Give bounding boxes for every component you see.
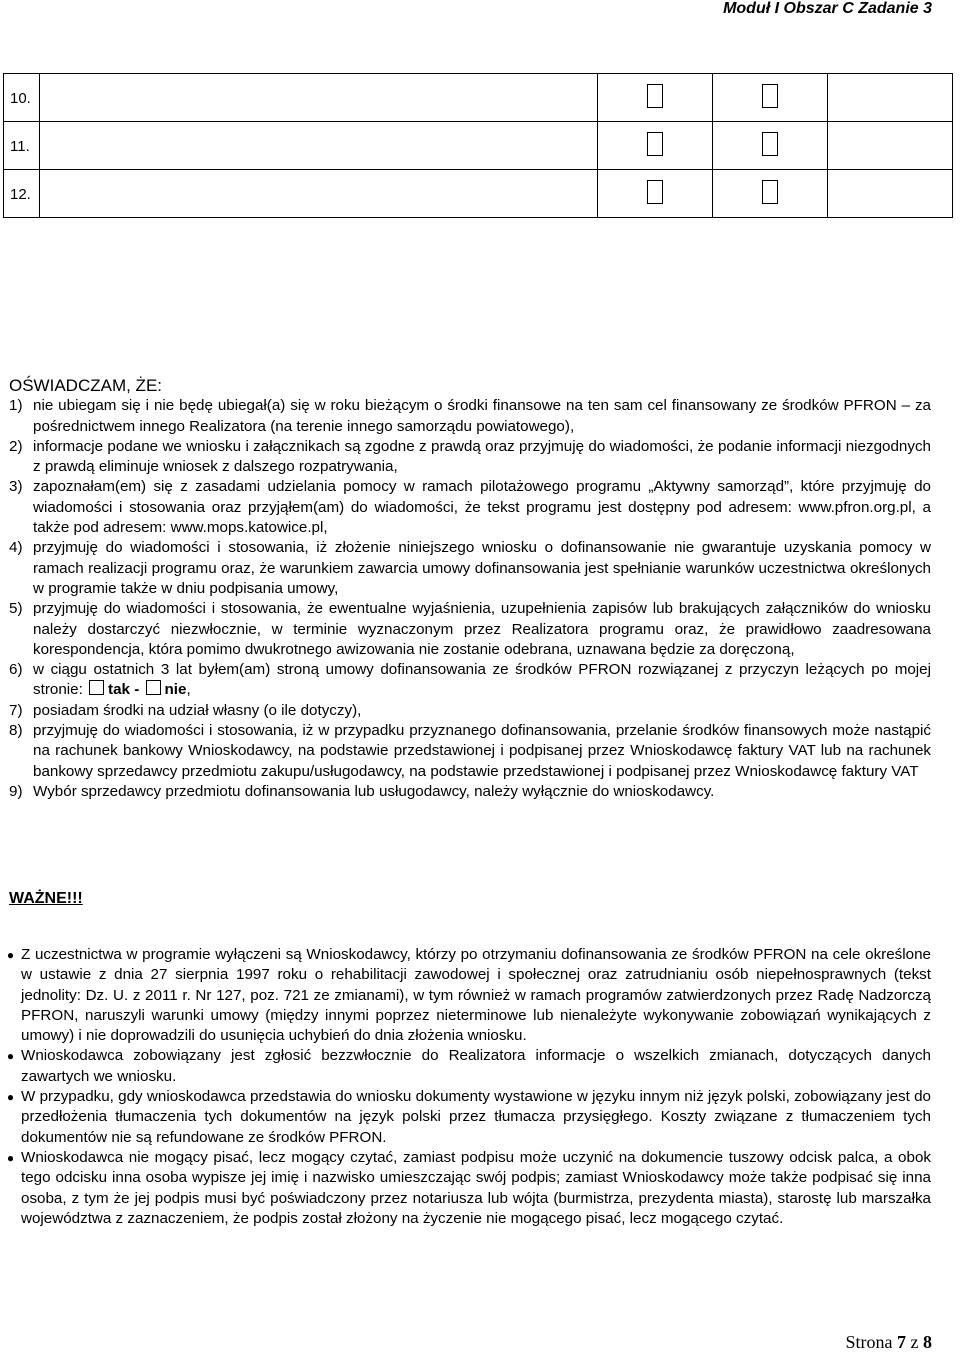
checkbox-cell bbox=[598, 74, 713, 122]
table-cell[interactable] bbox=[828, 122, 953, 170]
table-cell[interactable] bbox=[40, 74, 598, 122]
declaration-item: 4) przyjmuję do wiadomości i stosowania, iż złożenie niniejszego wniosku o dofinansowanie nie gwarantuje uzyskania pomocy w ramach realizacji programu oraz, że warunkiem zawarcia umowy dofinansowania jest spełnianie warunków uczestnictwa określonych w programie także w dniu podpisania umowy, bbox=[9, 538, 931, 599]
declaration-item: 9) Wybór sprzedawcy przedmiotu dofinansowania lub usługodawcy, należy wyłącznie do wnioskodawcy. bbox=[9, 782, 931, 802]
declaration-section bbox=[9, 376, 931, 802]
no-checkbox[interactable] bbox=[146, 680, 161, 695]
declaration-text: przyjmuję do wiadomości i stosowania, że ewentualne wyjaśnienia, uzupełnienia zapisów lub brakujących załączników do wniosku należy dostarczyć niezwłocznie, w terminie wyznaczonym przez Realizatora programu oraz, że prawidłowo zaadresowana korespondencja, która pomimo dwukrotnego awizowania nie zostanie odebrana, uznawana będzie za doręczoną, bbox=[33, 600, 931, 658]
declaration-text: w ciągu ostatnich 3 lat byłem(am) stroną umowy dofinansowania ze środków PFRON rozwiązanej z przyczyn leżących po mojej stronie: bbox=[33, 661, 931, 699]
important-title: WAŻNE!!! bbox=[9, 890, 83, 907]
checkbox[interactable] bbox=[647, 132, 663, 156]
bullet-icon: ● bbox=[6, 948, 15, 962]
bullet-icon: ● bbox=[6, 1150, 15, 1165]
declaration-item: 7) posiadam środki na udział własny (o ile dotyczy), bbox=[9, 701, 931, 721]
row-number: 11. bbox=[4, 122, 40, 170]
list-item: ● W przypadku, gdy wnioskodawca przedstawia do wniosku dokumenty wystawione w języku innym niż język polski, zobowiązany jest do przedłożenia tłumaczenia tych dokumentów na język polski przez tłumacza przysięgłego. Koszty związane z tłumaczeniem tych dokumentów nie są refundowane ze środków PFRON. bbox=[0, 1087, 931, 1148]
no-label: nie bbox=[164, 681, 187, 699]
checkbox[interactable] bbox=[647, 84, 663, 108]
checkbox[interactable] bbox=[762, 132, 778, 156]
yes-label: tak bbox=[108, 681, 130, 699]
table-row bbox=[4, 74, 953, 122]
important-list bbox=[0, 945, 931, 1229]
declaration-text: informacje podane we wniosku i załącznikach są zgodne z prawdą oraz przyjmuję do wiadomości, że podanie informacji niezgodnych z prawdą eliminuje wniosek z dalszego rozpatrywania, bbox=[33, 437, 931, 476]
checkbox-cell bbox=[713, 74, 828, 122]
checkbox[interactable] bbox=[762, 84, 778, 108]
declaration-text: nie ubiegam się i nie będę ubiegał(a) się w roku bieżącym o środki finansowe na ten sam cel finansowany ze środków PFRON – za pośrednictwem innego Realizatora (na terenie innego samorządu powiatowego), bbox=[33, 397, 931, 435]
list-item: ● Wnioskodawca nie mogący pisać, lecz mogący czytać, zamiast podpisu może uczynić na dokumencie tuszowy odcisk palca, a obok tego odcisku inna osoba wypisze jej imię i nazwisko umieszczając swój podpis; zamiast Wnioskodawcy może także podpisać się inna osoba, z tym że jej podpis musi być poświadczony przez notariusza lub wójta (burmistrza, prezydenta miasta), starostę lub marszałka województwa z zaznaczeniem, że podpis został złożony na życzenie nie mogącego pisać, lecz mogącego czytać. bbox=[0, 1148, 931, 1229]
declaration-item: 8) przyjmuję do wiadomości i stosowania, iż w przypadku przyznanego dofinansowania, przelanie środków finansowych może nastąpić na rachunek bankowy Wnioskodawcy, na podstawie przedstawionej i podpisanej przez Wnioskodawcę faktury VAT lub na rachunek bankowy sprzedawcy przedmiotu zakupu/usługodawcy, na podstawie przedstawionej i podpisanej przez Wnioskodawcę faktury VAT bbox=[9, 721, 931, 782]
list-item: ● Z uczestnictwa w programie wyłączeni są Wnioskodawcy, którzy po otrzymaniu dofinansowania ze środków PFRON na cele określone w ustawie z dnia 27 sierpnia 1997 roku o rehabilitacji zawodowej i społecznej oraz zatrudnianiu osób niepełnosprawnych (tekst jednolity: Dz. U. z 2011 r. Nr 127, poz. 721 ze zmianami), w tym również w ramach programów zatwierdzonych przez Radę Nadzorczą PFRON, naruszyli warunki umowy (między innymi poprzez nieterminowe lub nienależyte wykonywanie zobowiązań wynikających z umowy) i nie doprowadzili do usunięcia uchybień do dnia złożenia wniosku. bbox=[0, 945, 931, 1046]
row-number: 12. bbox=[4, 170, 40, 218]
declaration-item: 2) informacje podane we wniosku i załącznikach są zgodne z prawdą oraz przyjmuję do wiadomości, że podanie informacji niezgodnych z prawdą eliminuje wniosek z dalszego rozpatrywania, bbox=[9, 437, 931, 478]
items-table bbox=[3, 73, 953, 218]
checkbox[interactable] bbox=[762, 180, 778, 204]
yes-checkbox[interactable] bbox=[89, 680, 104, 695]
declaration-text: przyjmuję do wiadomości i stosowania, iż złożenie niniejszego wniosku o dofinansowanie nie gwarantuje uzyskania pomocy w ramach realizacji programu oraz, że warunkiem zawarcia umowy dofinansowania jest spełnianie warunków uczestnictwa określonych w programie także w dniu podpisania umowy, bbox=[33, 539, 931, 597]
declaration-item: 1) nie ubiegam się i nie będę ubiegał(a) się w roku bieżącym o środki finansowe na ten sam cel finansowany ze środków PFRON – za pośrednictwem innego Realizatora (na terenie innego samorządu powiatowego), bbox=[9, 396, 931, 437]
bullet-icon: ● bbox=[6, 1090, 15, 1105]
declaration-text: zapoznałam(em) się z zasadami udzielania pomocy w ramach pilotażowego programu „Aktywny samorząd”, które przyjmuję do wiadomości i stosowania oraz przyjąłem(am) do wiadomości, że tekst programu jest dostępny pod adresem: www.pfron.org.pl, a także pod adresem: www.mops.katowice.pl, bbox=[33, 478, 931, 537]
checkbox[interactable] bbox=[647, 180, 663, 204]
declaration-item: 3) zapoznałam(em) się z zasadami udzielania pomocy w ramach pilotażowego programu „Aktywny samorząd”, które przyjmuję do wiadomości i stosowania oraz przyjąłem(am) do wiadomości, że tekst programu jest dostępny pod adresem: www.pfron.org.pl, a także pod adresem: www.mops.katowice.pl, bbox=[9, 477, 931, 538]
table-cell[interactable] bbox=[40, 170, 598, 218]
table-cell[interactable] bbox=[40, 122, 598, 170]
declaration-text: przyjmuję do wiadomości i stosowania, iż w przypadku przyznanego dofinansowania, przelanie środków finansowych może nastąpić na rachunek bankowy Wnioskodawcy, na podstawie przedstawionej i podpisanej przez Wnioskodawcę faktury VAT lub na rachunek bankowy sprzedawcy przedmiotu zakupu/usługodawcy, na podstawie przedstawionej i podpisanej przez Wnioskodawcę faktury VAT bbox=[33, 722, 931, 780]
bullet-icon: ● bbox=[6, 1049, 15, 1064]
declaration-item: 6) w ciągu ostatnich 3 lat byłem(am) stroną umowy dofinansowania ze środków PFRON rozwiązanej z przyczyn leżących po mojej stronie: tak - nie, bbox=[9, 661, 931, 699]
document-header: Moduł I Obszar C Zadanie 3 bbox=[723, 0, 932, 17]
row-number: 10. bbox=[4, 74, 40, 122]
checkbox-cell bbox=[598, 122, 713, 170]
declaration-title: OŚWIADCZAM, ŻE: bbox=[9, 376, 162, 395]
table-cell[interactable] bbox=[828, 170, 953, 218]
table-row bbox=[4, 170, 953, 218]
checkbox-cell bbox=[598, 170, 713, 218]
declaration-text: Wybór sprzedawcy przedmiotu dofinansowania lub usługodawcy, należy wyłącznie do wnioskodawcy. bbox=[33, 782, 715, 800]
table-cell[interactable] bbox=[828, 74, 953, 122]
table-row bbox=[4, 122, 953, 170]
declaration-item: 5) przyjmuję do wiadomości i stosowania, że ewentualne wyjaśnienia, uzupełnienia zapisów lub brakujących załączników do wniosku należy dostarczyć niezwłocznie, w terminie wyznaczonym przez Realizatora programu oraz, że prawidłowo zaadresowana korespondencja, która pomimo dwukrotnego awizowania nie zostanie odebrana, uznawana będzie za doręczoną, bbox=[9, 599, 931, 660]
page-number: Strona 7 z 8 bbox=[845, 1332, 932, 1352]
declaration-text: posiadam środki na udział własny (o ile dotyczy), bbox=[33, 701, 362, 719]
checkbox-cell bbox=[713, 170, 828, 218]
checkbox-cell bbox=[713, 122, 828, 170]
list-item: ● Wnioskodawca zobowiązany jest zgłosić bezzwłocznie do Realizatora informacje o wszelkich zmianach, dotyczących danych zawartych we wniosku. bbox=[0, 1046, 931, 1087]
